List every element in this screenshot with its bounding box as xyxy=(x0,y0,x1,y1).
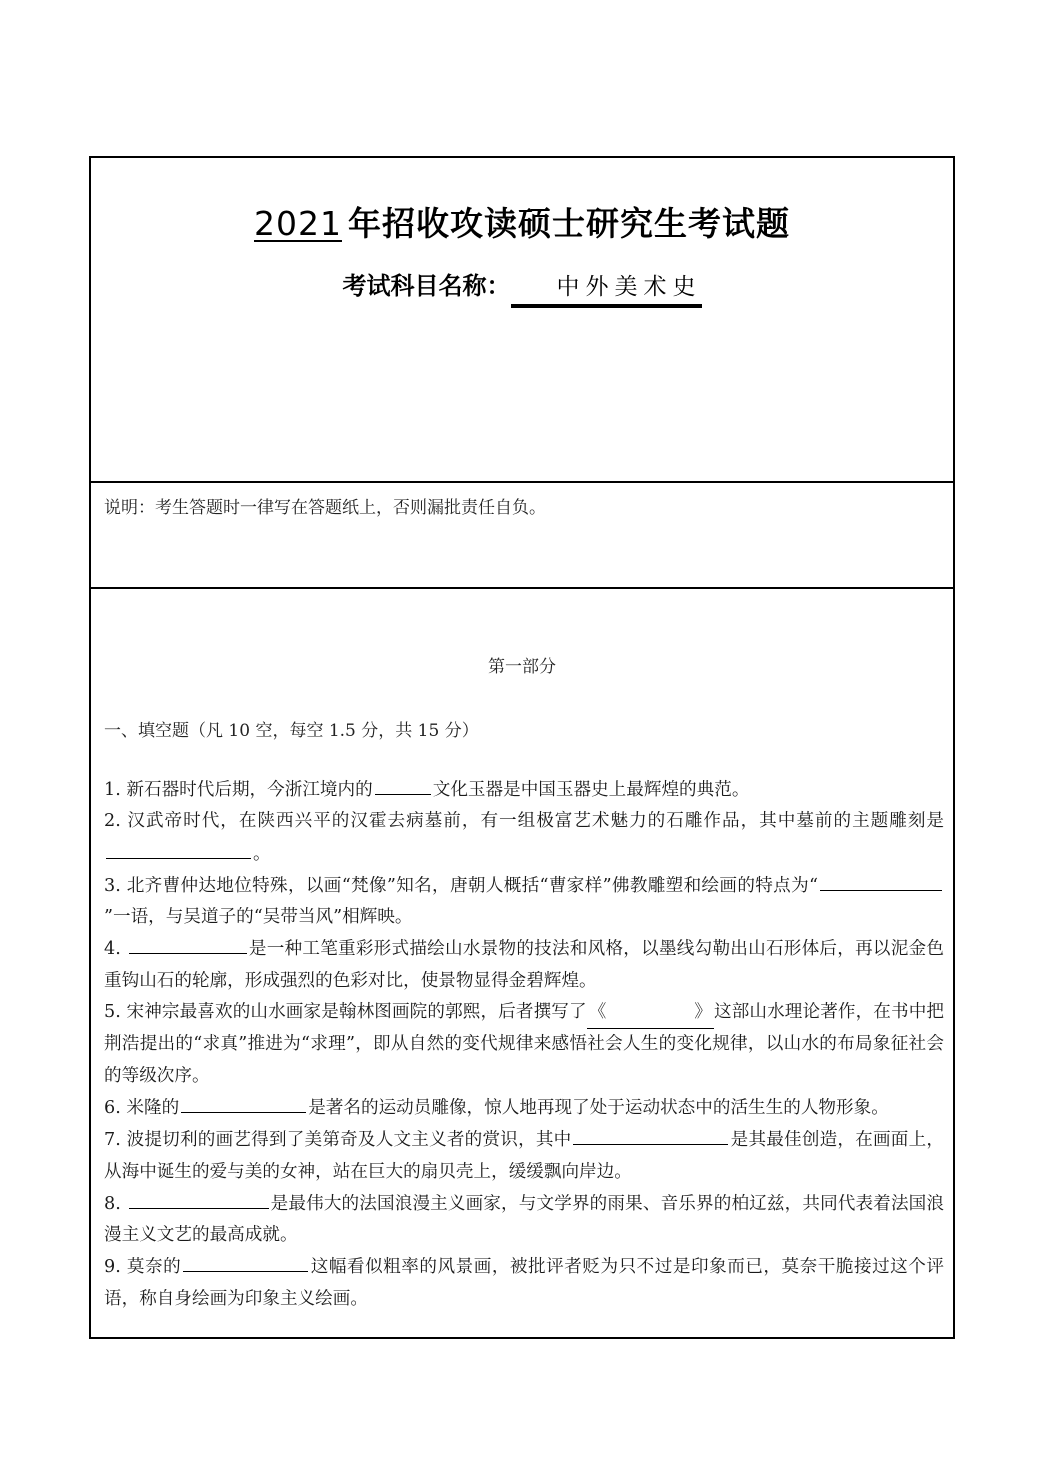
question-item xyxy=(104,806,944,870)
exam-title xyxy=(91,198,953,245)
question-text-before: 莫奈的 xyxy=(126,1257,182,1278)
question-number: 5. xyxy=(104,1002,121,1023)
question-text-before: 米隆的 xyxy=(126,1097,180,1118)
question-text-before: 新石器时代后期，今浙江境内的 xyxy=(126,780,373,800)
answer-blank xyxy=(375,774,431,795)
question-item xyxy=(104,1124,944,1188)
questions-section xyxy=(91,589,953,1337)
exam-header-section xyxy=(91,158,953,483)
question-item xyxy=(104,997,944,1092)
section-heading: 一、填空题（凡 10 空，每空 1.5 分，共 15 分） xyxy=(104,721,479,741)
question-number: 8. xyxy=(104,1193,121,1214)
instructions-section xyxy=(91,483,953,589)
book-title-open: 《 xyxy=(588,1002,607,1023)
subject-value: 中外美术史 xyxy=(511,270,702,308)
answer-blank xyxy=(106,838,251,859)
question-number: 3. xyxy=(104,875,121,896)
question-item xyxy=(104,870,944,934)
question-number: 9. xyxy=(104,1257,121,1278)
question-text-after: 。 xyxy=(253,843,271,864)
subject-label: 考试科目名称： xyxy=(342,272,511,300)
question-item xyxy=(104,933,944,997)
question-item xyxy=(104,1251,944,1315)
exam-subject-line xyxy=(91,266,953,308)
question-text-before: 汉武帝时代，在陕西兴平的汉霍去病墓前，有一组极富艺术魅力的石雕作品，其中墓前的主题雕刻是 xyxy=(127,811,945,832)
answer-blank xyxy=(129,1188,269,1209)
question-number: 7. xyxy=(104,1130,121,1151)
question-text-after: ”一语，与吴道子的“吴带当风”相辉映。 xyxy=(104,907,413,928)
question-item xyxy=(104,1188,944,1252)
part-title: 第一部分 xyxy=(488,657,556,677)
question-text-before: 波提切利的画艺得到了美第奇及人文主义者的赏识，其中 xyxy=(126,1130,572,1151)
question-list xyxy=(104,774,944,1315)
question-text-after: 文化玉器是中国玉器史上最辉煌的典范。 xyxy=(432,780,750,800)
question-text-before: 北齐曹仲达地位特殊，以画“梵像”知名，唐朝人概括“曹家样”佛教雕塑和绘画的特点为“ xyxy=(126,875,818,896)
answer-blank xyxy=(181,1092,306,1113)
answer-blank xyxy=(820,870,942,891)
book-title-close: 》 xyxy=(694,1002,712,1023)
question-text-after: 是一种工笔重彩形式描绘山水景物的技法和风格，以墨线勾勒出山石形体后，再以泥金色重钩山石的轮廓，形成强烈的色彩对比，使景物显得金碧辉煌。 xyxy=(104,939,945,991)
question-number: 2. xyxy=(104,811,121,832)
answer-blank xyxy=(129,933,247,954)
question-text-after: 这部山水理论著作，在书中把荆浩提出的“求真”推进为“求理”，即从自然的变代规律来感悟社会人生的变化规律，以山水的布局象征社会的等级次序。 xyxy=(104,1002,944,1086)
question-text-after: 是著名的运动员雕像，惊人地再现了处于运动状态中的活生生的人物形象。 xyxy=(308,1097,889,1118)
exam-title-text: 年招收攻读硕士研究生考试题 xyxy=(347,204,790,243)
question-item xyxy=(104,774,944,806)
answer-blank xyxy=(573,1124,728,1145)
question-number: 1. xyxy=(104,780,121,800)
question-item xyxy=(104,1092,944,1124)
question-text-after: 是最伟大的法国浪漫主义画家，与文学界的雨果、音乐界的柏辽兹，共同代表着法国浪漫主义文艺的最高成就。 xyxy=(104,1193,945,1246)
exam-frame xyxy=(89,156,955,1339)
answer-blank xyxy=(587,997,714,1029)
answer-blank xyxy=(183,1251,308,1272)
exam-year: 2021 xyxy=(254,204,342,243)
instructions-text: 说明：考生答题时一律写在答题纸上，否则漏批责任自负。 xyxy=(104,498,546,518)
question-text-after: 这幅看似粗率的风景画，被批评者贬为只不过是印象而已，莫奈干脆接过这个评语，称自身绘画为印象主义绘画。 xyxy=(104,1257,944,1309)
question-number: 4. xyxy=(104,939,121,960)
question-text-before: 宋神宗最喜欢的山水画家是翰林图画院的郭熙，后者撰写了 xyxy=(126,1002,587,1023)
question-text-after: 是其最佳创造，在画面上，从海中诞生的爱与美的女神，站在巨大的扇贝壳上，缓缓飘向岸边。 xyxy=(104,1130,944,1182)
question-number: 6. xyxy=(104,1097,121,1118)
